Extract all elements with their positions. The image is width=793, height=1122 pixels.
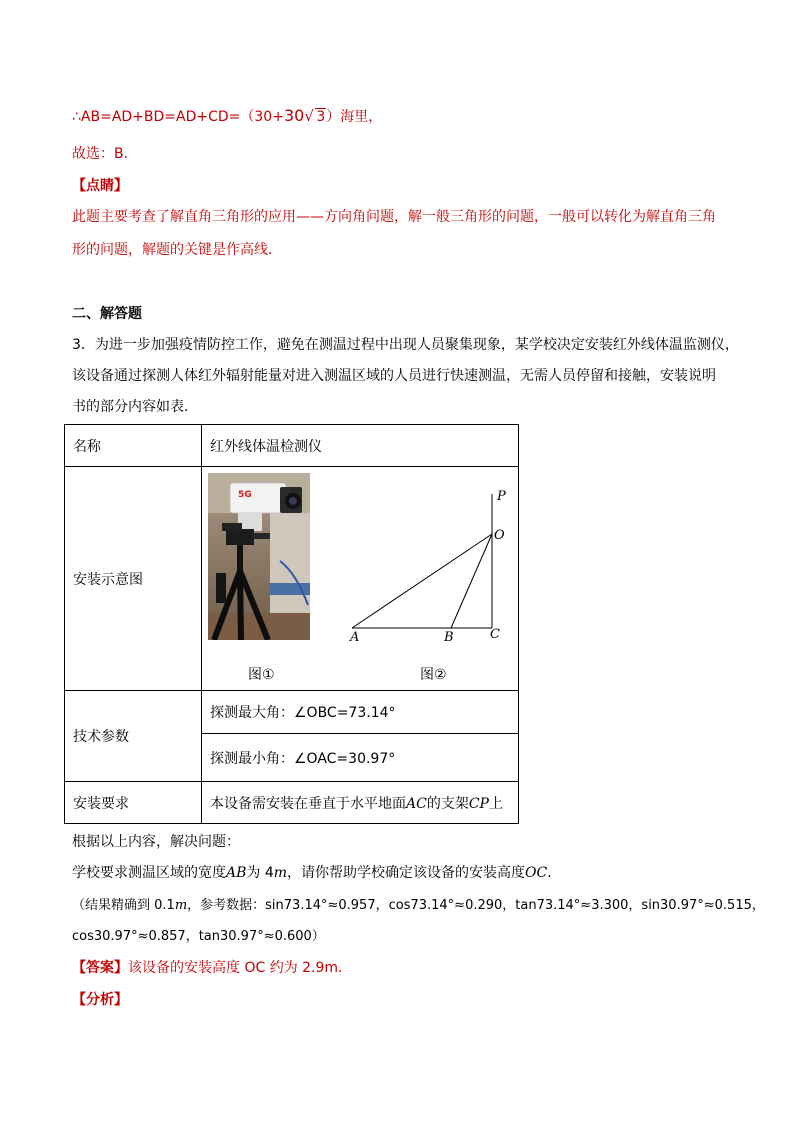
unit-m-2: m [174,898,188,913]
conclusion-suffix: ）海里， [326,109,383,125]
install-value-cell [202,782,519,824]
unit-m: m [273,865,288,881]
answer-line [72,958,343,978]
label-o: O [494,528,505,543]
after-text-d: ． [547,865,562,881]
photo-badge: 5G [238,490,252,500]
analysis-heading: 【分析】 [72,992,128,1008]
figure-2-caption: 图② [420,667,447,683]
var-oc: OC [525,865,548,881]
install-text-a: 本设备需安装在垂直于水平地面 [210,795,406,812]
dianjing-line-1: 此题主要考查了解直角三角形的应用——方向角问题，解一般三角形的问题，一般可以转化为解直角三角 [72,209,716,225]
install-text-b: 的支架 [426,795,469,812]
conclusion-coefficient: 30 [283,106,305,125]
min-angle-cell: 探测最小角：∠OAC=30.97° [202,734,519,782]
question-line-3: 书的部分内容如表． [72,399,198,415]
question-line-1: 3．为进一步加强疫情防控工作，避免在测温过程中出现人员聚集现象，某学校决定安装红外线体温监测仪， [72,337,739,353]
section-heading: 二、解答题 [72,306,142,322]
name-label-cell: 名称 [65,425,202,467]
answer-text: 该设备的安装高度 OC 约为 2.9m. [128,960,343,976]
label-p: P [497,489,506,504]
geometry-diagram [340,480,520,645]
device-photo [208,473,310,640]
table-row [65,425,519,467]
answer-choice-line: 故选：B． [72,146,138,162]
after-line-3 [72,896,765,916]
table-row [65,782,519,824]
sqrt-radicand: 3 [316,109,326,125]
after-line-4: cos30.97°≈0.857，tan30.97°≈0.600） [72,929,325,944]
diagram-label-cell: 安装示意图 [65,467,202,691]
after-text-b: 为 4 [246,865,274,881]
dianjing-heading: 【点睛】 [72,178,128,194]
question-line-2: 该设备通过探测人体红外辐射能量对进入测温区域的人员进行快速测温，无需人员停留和接触，安装说明 [72,368,716,384]
dianjing-line-2: 形的问题，解题的关键是作高线． [72,242,282,258]
name-value-cell: 红外线体温检测仪 [202,425,519,467]
label-c: C [490,627,500,642]
sqrt-expression: √ 3 [304,107,326,125]
params-label-cell: 技术参数 [65,691,202,782]
figure-1-caption: 图① [248,667,275,683]
install-text-c: 上 [488,795,503,812]
conclusion-prefix: ∴AB=AD+BD=AD+CD=（30+ [72,109,284,125]
label-a: A [350,630,360,645]
max-angle-cell: 探测最大角：∠OBC=73.14° [202,691,519,734]
precision-text: （结果精确到 0.1 [72,898,175,913]
var-ac: AC [406,795,427,812]
label-b: B [444,630,454,645]
reference-data-1: ，参考数据：sin73.14°≈0.957，cos73.14°≈0.290，tan73.14°≈3.300，sin30.97°≈0.515， [187,898,765,913]
after-text-a: 学校要求测温区域的宽度 [72,865,226,881]
answer-label: 【答案】 [72,960,128,976]
after-text-c: ，请你帮助学校确定该设备的安装高度 [287,865,526,881]
table-row [65,691,519,734]
solution-conclusion-line [72,106,382,127]
after-line-1: 根据以上内容，解决问题： [72,834,240,850]
after-line-2 [72,863,561,883]
install-label-cell: 安装要求 [65,782,202,824]
var-cp: CP [468,795,489,812]
var-ab: AB [226,865,247,881]
